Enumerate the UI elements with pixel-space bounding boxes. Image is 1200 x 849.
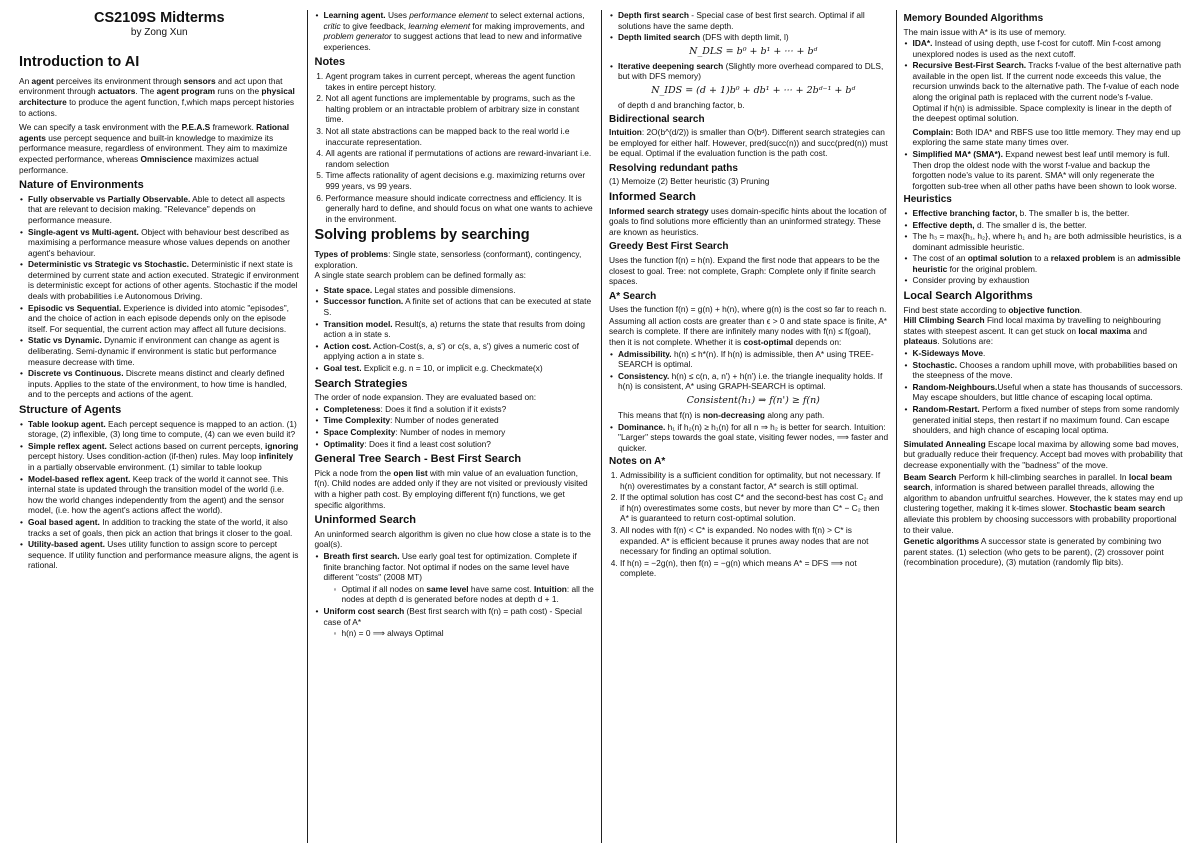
strategies-intro: The order of node expansion. They are evaluated based on: bbox=[314, 392, 537, 403]
learning-list bbox=[315, 10, 595, 52]
local-intro: Find best state according to objective function. Hill Climbing Search Find local maxima by travelling to neighbouring states with steepest ascent. It can get stuck on local maxima and plateaus. Solutions are: bbox=[903, 304, 1161, 347]
types-paragraph: Types of problems: Single state, sensorless (conformant), contingency, exploration. A single state search problem can be defined formally as: bbox=[314, 249, 582, 281]
heuristics-list bbox=[904, 208, 1184, 286]
bidir-heading: Bidirectional search bbox=[609, 113, 705, 125]
column-2 bbox=[307, 10, 602, 843]
list-item: • Simplified MA* (SMA*). Expand newest best leaf until memory is full. Then drop the oldest node with the worst f-value and backup the forgotten node's value to its parent. SMA* will only regenerate the forgotten sub-tree when all other paths have been shown to look worse. bbox=[913, 149, 1184, 191]
informed-heading: Informed Search bbox=[609, 191, 696, 204]
list-item: • Static vs Dynamic. Dynamic if environment can change as agent is deliberating. Semi-dynamic if environment is static but performance measure decrease with time. bbox=[28, 335, 300, 367]
list-item: • Recursive Best-First Search. Tracks f-value of the best alternative path available in the open list. If the current node exceeds this value, the recursion unwinds back to the alternative path. The f-value of each node along the original path is replaced with the current node's f-value. Optimal if h(n) is admissible. Space complexity is linear in the depth of the deepest optimal solution. Complain: Both IDA* and RBFS use too little memory. They may end up exploring the same state many times over. bbox=[913, 60, 1184, 148]
nature-heading: Nature of Environments bbox=[19, 179, 144, 192]
gts-heading: General Tree Search - Best First Search bbox=[314, 453, 522, 466]
list-item: • The h₃ = max{h₁, h₂}, where h₁ and h₂ are both admissible heuristics, is a dominant admissible heuristic. bbox=[913, 231, 1184, 252]
intro-paragraph-2: We can specify a task environment with the P.E.A.S framework. Rational agents use percept sequence and built-in knowledge to maximize its performance measure, regardless of environment. They aim to maximize expected performance, whereas Omniscience maximizes actual performance. bbox=[19, 122, 290, 175]
list-item: • Iterative deepening search (Slightly more overhead compared to DLS, but with DFS memory) N_IDS = (d + 1)b⁰ + db¹ + ··· + 2bᵈ⁻¹ + bᵈ of depth d and branching factor, b. bbox=[618, 61, 889, 111]
list-item: 1. Agent program takes in current percept, whereas the agent function takes in entire percept history. bbox=[326, 71, 595, 92]
list-item: • Deterministic vs Strategic vs Stochastic. Deterministic if next state is determined by current state and action executed. Strategic if environment is deterministic except for actions of other agents. Stochastic if the model deals with probabilities i.e Autonomous Driving. bbox=[28, 259, 300, 301]
ga-paragraph: Genetic algorithms A successor state is generated by combining two parent states. (1) selection (who gets to be parent), (2) crossover point (recombination procedure), (3) mutation (randomly flip bits). bbox=[903, 536, 1164, 568]
list-item: • Time Complexity: Number of nodes generated bbox=[324, 415, 595, 426]
astar-list bbox=[609, 349, 889, 454]
memory-intro: The main issue with A* is its use of memory. bbox=[903, 26, 1067, 37]
uninformed-intro: An uninformed search algorithm is given no clue how close a state is to the goal(s). bbox=[314, 528, 591, 550]
list-item: • Learning agent. Uses performance element to select external actions, critic to give feedback, learning element for making improvements, and problem generator to suggest actions that lead to new and informative experiences. bbox=[324, 10, 595, 52]
list-item: • Random-Neighbours.Useful when a state has thousands of successors. May escape shoulders, but little chance of escaping local optima. bbox=[913, 382, 1184, 403]
structure-list bbox=[19, 419, 300, 571]
astar-heading: A* Search bbox=[609, 290, 657, 302]
list-item: • Depth first search - Special case of best first search. Optimal if all solutions have the same depth. bbox=[618, 10, 889, 31]
list-item: • Breath first search. Use early goal test for optimization. Complete if finite branching factor. Not optimal if nodes on the same level have different "costs" (2008 MT) ◦ Optimal if all nodes on same level have same cost. Intuition: all the nodes at depth d is generated before nodes at depth d + 1. bbox=[324, 551, 595, 605]
list-item: • Uniform cost search (Best first search with f(n) = path cost) - Special case of A* ◦ h(n) = 0 ⟹ always Optimal bbox=[324, 606, 595, 639]
list-item: • Discrete vs Continuous. Discrete means distinct and clearly defined inputs. Applies to the state of the environment, to how time is handled, and to the percepts and actions of the agent. bbox=[28, 368, 300, 400]
strategies-list bbox=[315, 404, 595, 449]
list-item: • Space Complexity: Number of nodes in memory bbox=[324, 427, 595, 438]
memory-list bbox=[904, 38, 1184, 191]
uninformed-list bbox=[315, 551, 595, 639]
redundant-paragraph: (1) Memoize (2) Better heuristic (3) Pruning bbox=[609, 176, 770, 187]
list-item: • Dominance. h₁ if h₂(n) ≥ h₁(n) for all n ⇒ h₂ is better for search. Intuition: "Larger" steps towards the goal state, visiting fewer nodes, ⟹ faster and quicker. bbox=[618, 422, 889, 454]
list-item: 2. Not all agent functions are implementable by programs, such as the halting problem or an intractable problem of arbitrary size in constant time. bbox=[326, 93, 595, 125]
list-item: • Effective branching factor, b. The smaller b is, the better. bbox=[913, 208, 1184, 219]
list-item: 4. All agents are rational if permutations of actions are reward-invariant i.e. random selection bbox=[326, 148, 595, 169]
uninformed-heading: Uninformed Search bbox=[314, 514, 416, 527]
list-item: • Completeness: Does it find a solution if it exists? bbox=[324, 404, 595, 415]
list-item: • Fully observable vs Partially Observable. Able to detect all aspects that are relevant to decision making. "Relevance" depends on performance measure. bbox=[28, 194, 300, 226]
informed-paragraph: Informed search strategy uses domain-specific hints about the location of goals to find solutions more efficiently than an uninformed strategy. These are known as heuristics. bbox=[609, 205, 887, 237]
local-heading: Local Search Algorithms bbox=[903, 290, 1033, 303]
memory-heading: Memory Bounded Algorithms bbox=[903, 13, 1044, 24]
list-item: • Consider proving by exhaustion bbox=[913, 275, 1184, 286]
beam-paragraph: Beam Search Perform k hill-climbing searches in parallel. In local beam search, information is shared between parallel threads, allowing the algorithm to abandon unfruitful searches. However, the k states may end up clustering together, making it k-times slower. Stochastic beam search alleviate this problem by choosing successors with probability proportional to their value. bbox=[903, 471, 1183, 535]
list-item: • Depth limited search (DFS with depth limit, l) N_DLS = b⁰ + b¹ + ··· + bᵈ bbox=[618, 32, 889, 58]
notes-list bbox=[315, 71, 595, 224]
list-item: • Optimality: Does it find a least cost solution? bbox=[324, 439, 595, 450]
complain-note: Complain: Both IDA* and RBFS use too little memory. They may end up exploring the same state many times over. bbox=[912, 126, 1181, 148]
bfs-sublist bbox=[324, 584, 595, 605]
list-item: 3. All nodes with f(n) < C* is expanded. No nodes with f(n) > C* is expanded. A* is efficient because it prunes away nodes that are not necessary for finding an optimal solution. bbox=[620, 525, 889, 557]
list-item: 5. Time affects rationality of agent decisions e.g. maximizing returns over 999 years, vs 99 years. bbox=[326, 170, 595, 191]
heuristics-heading: Heuristics bbox=[903, 194, 952, 206]
solving-heading: Solving problems by searching bbox=[314, 227, 530, 244]
column-4 bbox=[896, 10, 1191, 843]
intro-paragraph-1: An agent perceives its environment through sensors and act upon that environment through actuators. The agent program runs on the physical architecture to produce the agent function, f,which maps percept histories to actions. bbox=[19, 75, 295, 118]
list-item: • Goal test. Explicit e.g. n = 10, or implicit e.g. Checkmate(x) bbox=[324, 363, 595, 374]
list-item: • Single-agent vs Multi-agent. Object with behaviour best described as maximising a performance measure whose values depends on another agent's behaviour. bbox=[28, 227, 300, 259]
list-item: • Simple reflex agent. Select actions based on current percepts, ignoring percept history. Uses condition-action (if-then) rules. May loop infinitely in a partially observable environment. (1) similar to table lookup bbox=[28, 441, 300, 473]
list-item: • Successor function. A finite set of actions that can be executed at state S. bbox=[324, 296, 595, 317]
list-item: 3. Not all state abstractions can be mapped back to the real world i.e inaccurate representation. bbox=[326, 126, 595, 147]
intro-heading: Introduction to AI bbox=[19, 54, 140, 71]
column-3 bbox=[601, 10, 896, 843]
astar-paragraph-1: Uses the function f(n) = g(n) + h(n), where g(n) is the cost so far to reach n. bbox=[609, 304, 887, 315]
doc-author: by Zong Xun bbox=[130, 27, 188, 39]
notes-heading: Notes bbox=[314, 56, 346, 69]
list-item: • Effective depth, d. The smaller d is, the better. bbox=[913, 220, 1184, 231]
list-item: • Consistency. h(n) ≤ c(n, a, n') + h(n') i.e. the triangle inequality holds. If h(n) is consistent, A* using GRAPH-SEARCH is optimal. Consistent(h₁) ⇒ f(n') ≥ f(n) This means that f(n) is non-decreasing along any path. bbox=[618, 371, 889, 421]
single-state-list bbox=[315, 285, 595, 374]
redundant-heading: Resolving redundant paths bbox=[609, 162, 738, 174]
doc-title: CS2109S Midterms bbox=[93, 10, 225, 26]
list-item: • Stochastic. Chooses a random uphill move, with probabilities based on the steepness of the move. bbox=[913, 360, 1184, 381]
nature-list bbox=[19, 194, 300, 400]
list-item: • Utility-based agent. Uses utility function to assign score to percept sequence. If utility function and performance measure aligns, the agent is rational. bbox=[28, 539, 300, 571]
list-item: • Model-based reflex agent. Keep track of the world it cannot see. This internal state is updated through the transition model of the world (i.e. how the world changes independently from the agent) and the sensor model, (i.e. how the agent's actions affect the world). bbox=[28, 474, 300, 516]
consistent-equation: Consistent(h₁) ⇒ f(n') ≥ f(n) bbox=[686, 395, 820, 407]
ids-equation: N_IDS = (d + 1)b⁰ + db¹ + ··· + 2bᵈ⁻¹ + bᵈ bbox=[651, 85, 856, 97]
list-item: • State space. Legal states and possible dimensions. bbox=[324, 285, 595, 296]
list-item: 1. Admissibility is a sufficient condition for optimality, but not necessary. If h(n) overestimates by a constant factor, A* search is still optimal. bbox=[620, 470, 889, 491]
strategies-heading: Search Strategies bbox=[314, 377, 408, 390]
list-item: • Transition model. Result(s, a) returns the state that results from doing action a in state s. bbox=[324, 319, 595, 340]
list-item: • Goal based agent. In addition to tracking the state of the world, it also tracks a set of goals, then pick an action that brings it closer to the goal. bbox=[28, 517, 300, 538]
dls-equation: N_DLS = b⁰ + b¹ + ··· + bᵈ bbox=[689, 45, 818, 57]
list-item: ◦ h(n) = 0 ⟹ always Optimal bbox=[342, 628, 595, 639]
greedy-heading: Greedy Best First Search bbox=[609, 241, 729, 253]
list-item: • Action cost. Action-Cost(s, a, s') or c(s, a, s') gives a numeric cost of applying action a in state s. bbox=[324, 341, 595, 362]
list-item: 6. Performance measure should indicate correctness and efficiency. It is generally hard to define, and should focus on what one wants to achieve in the environment. bbox=[326, 193, 595, 225]
list-item: 4. If h(n) = −2g(n), then f(n) = −g(n) which means A* = DFS ⟹ not complete. bbox=[620, 558, 889, 579]
structure-heading: Structure of Agents bbox=[19, 404, 122, 417]
local-list bbox=[904, 348, 1184, 436]
greedy-paragraph: Uses the function f(n) = h(n). Expand the first node that appears to be the closest to goal. Tree: not complete, Graph: Complete only if finite search spaces. bbox=[609, 254, 880, 287]
list-item: • Admissibility. h(n) ≤ h*(n). If h(n) is admissible, then A* using TREE-SEARCH is optimal. bbox=[618, 349, 889, 370]
gts-paragraph: Pick a node from the open list with min value of an evaluation function, f(n). Child nodes are added only if they are not visited or previously visited with a higher path cost. By employing different f(n) functions, we get specific algorithms. bbox=[314, 467, 588, 510]
list-item: • IDA*. Instead of using depth, use f-cost for cutoff. Min f-cost among unexplored nodes is used as the next cutoff. bbox=[913, 38, 1184, 59]
list-item: • Table lookup agent. Each percept sequence is mapped to an action. (1) storage, (2) inflexible, (3) long time to compute, (4) can we even build it? bbox=[28, 419, 300, 440]
list-item: ◦ Optimal if all nodes on same level have same cost. Intuition: all the nodes at depth d is generated before nodes at depth d + 1. bbox=[342, 584, 595, 605]
list-item: • Random-Restart. Perform a fixed number of steps from some randomly generated initial steps, then restart if no maximum found. Can escape shoulders, and high chance of escaping local optima. bbox=[913, 404, 1184, 436]
list-item: • K-Sideways Move. bbox=[913, 348, 1184, 359]
astar-notes-list bbox=[609, 470, 889, 579]
sa-paragraph: Simulated Annealing Escape local maxima by allowing some bad moves, but gradually reduce their frequency. Accept bad moves with probability that decrease exponentially with the "badness" of the move. bbox=[903, 438, 1183, 471]
dfs-list bbox=[609, 10, 889, 111]
title-block bbox=[19, 10, 300, 40]
astar-notes-heading: Notes on A* bbox=[609, 456, 666, 468]
bidir-paragraph: Intuition: 2O(b^(d/2)) is smaller than O(bᵈ). Different search strategies can be employed for either half. However, pred(succ(n)) and succ(pred(n)) must be equal. Optimal if the evaluation function is the path cost. bbox=[609, 127, 888, 159]
list-item: 2. If the optimal solution has cost C* and the second-best has cost C₂ and if h(n) overestimates some costs, but never by more than C* − C₂ then A* is guaranteed to return cost-optimal solution. bbox=[620, 492, 889, 524]
column-1 bbox=[12, 10, 307, 843]
ucs-sublist bbox=[324, 628, 595, 639]
astar-paragraph-2: Assuming all action costs are greater than ϵ > 0 and state space is finite, A* search is complete. If there are infinitely many nodes with f(n) ≤ f(goal), then it is not complete. Whether it is cost-optimal depends on: bbox=[609, 315, 888, 348]
list-item: • The cost of an optimal solution to a relaxed problem is an admissible heuristic for the original problem. bbox=[913, 253, 1184, 274]
list-item: • Episodic vs Sequential. Experience is divided into atomic "episodes", and the choice of action in each episode depends only on the episode itself. For sequential, the current action may affect all future decisions. bbox=[28, 303, 300, 335]
